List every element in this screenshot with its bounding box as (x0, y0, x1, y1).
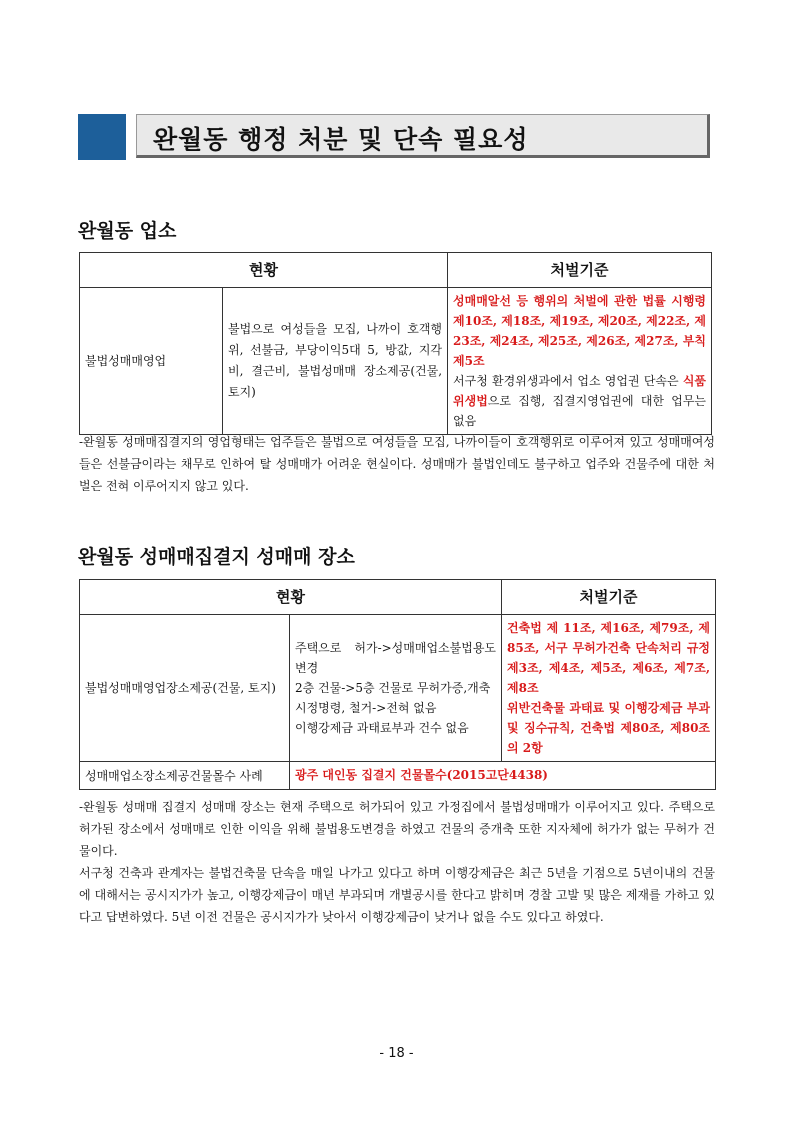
section2-row2-label: 성매매업소장소제공건물몰수 사례 (80, 762, 290, 790)
status-line: 이행강제금 과태료부과 건수 없음 (295, 721, 469, 735)
status-line: 2층 건물->5층 건물로 무허가증,개축 (295, 681, 491, 695)
section2-paragraph-2: 서구청 건축과 관계자는 불법건축물 단속을 매일 나가고 있다고 하며 이행강제금은 최근 5년을 기점으로 5년이내의 건물에 대해서는 공시지가가 높고, 이행강제금이 매년 부과되며 개별공시를 한다고 밝히며 경찰 고발 및 많은 제재를 가하고 있다고 답변하였다. 5년 이전 건물은 공시지가가 낮아서 이행강제금이 낮거나 없을 수도 있다고 하였다. (79, 866, 715, 924)
section2-paragraphs (79, 796, 715, 928)
section2-table (79, 579, 716, 790)
title-banner (78, 114, 714, 162)
page-title: 완월동 행정 처분 및 단속 필요성 (153, 125, 529, 154)
section1-heading: 완월동 업소 (78, 220, 177, 242)
section2-col-standard: 처벌기준 (502, 580, 716, 615)
title-box (136, 114, 710, 158)
title-accent-square (78, 114, 126, 160)
section1-col-standard: 처벌기준 (448, 253, 712, 288)
section1-standard-food-law: 식품위생법 (453, 374, 707, 408)
section1-paragraph-text: -완월동 성매매집결지의 영업형태는 업주들은 불법으로 여성들을 모집, 나까이들이 호객행위로 이루어져 있고 성매매여성들은 선불금이라는 채무로 인하여 탈 성매매가 어려운 현실이다. 성매매가 불법인데도 불구하고 업주와 건물주에 대한 처벌은 전혀 이루어지지 않고 있다. (79, 435, 715, 493)
status-line: 시정명령, 철거->전혀 없음 (295, 701, 437, 715)
section2-standard-cell (502, 615, 716, 762)
section2-heading: 완월동 성매매집결지 성매매 장소 (78, 546, 355, 568)
section1-standard-pre: 서구청 환경위생과에서 업소 영업권 단속은 (453, 374, 683, 388)
section1-row-label: 불법성매매영업 (80, 288, 223, 435)
page-number: - 18 - (379, 1046, 414, 1061)
section1-table (79, 252, 712, 435)
section2-row2-value: 광주 대인동 집결지 건물몰수(2015고단4438) (290, 762, 716, 790)
section1-standard-cell (448, 288, 712, 435)
section2-paragraph-1: -완월동 성매매 집결지 성매매 장소는 현재 주택으로 허가되어 있고 가정집에서 불법성매매가 이루어지고 있다. 주택으로 허가된 장소에서 성매매로 인한 이익을 위해 불법용도변경을 하였고 건물의 증개축 또한 지자체에 허가가 없는 무허가 건물이다. (79, 800, 715, 858)
section1-col-status: 현황 (80, 253, 448, 288)
section2-row-label: 불법성매매영업장소제공(건물, 토지) (80, 615, 290, 762)
section1-standard-law-list: 성매매알선 등 행위의 처벌에 관한 법률 시행령 제10조, 제18조, 제19조, 제20조, 제22조, 제23조, 제24조, 제25조, 제26조, 제27조, 부칙 제5조 (453, 294, 707, 368)
section2-col-status: 현황 (80, 580, 502, 615)
section1-paragraph (79, 431, 715, 497)
section2-status-cell (290, 615, 502, 762)
section2-building-law: 건축법 제 11조, 제16조, 제79조, 제85조, 서구 무허가건축 단속처리 규정 제3조, 제4조, 제5조, 제6조, 제7조, 제8조 (507, 621, 711, 695)
status-line: 주택으로 허가->성매매업소불법용도변경 (295, 641, 497, 675)
section1-standard-post: 으로 집행, 집결지영업권에 대한 업무는 없음 (453, 394, 707, 428)
section1-status-text: 불법으로 여성들을 모집, 나까이 호객행위, 선불금, 부당이익5대 5, 방값, 지각비, 결근비, 불법성매매 장소제공(건물, 토지) (223, 288, 448, 435)
section2-penalty-law: 위반건축물 과태료 및 이행강제금 부과 및 징수규칙, 건축법 제80조, 제80조의 2항 (507, 701, 711, 755)
